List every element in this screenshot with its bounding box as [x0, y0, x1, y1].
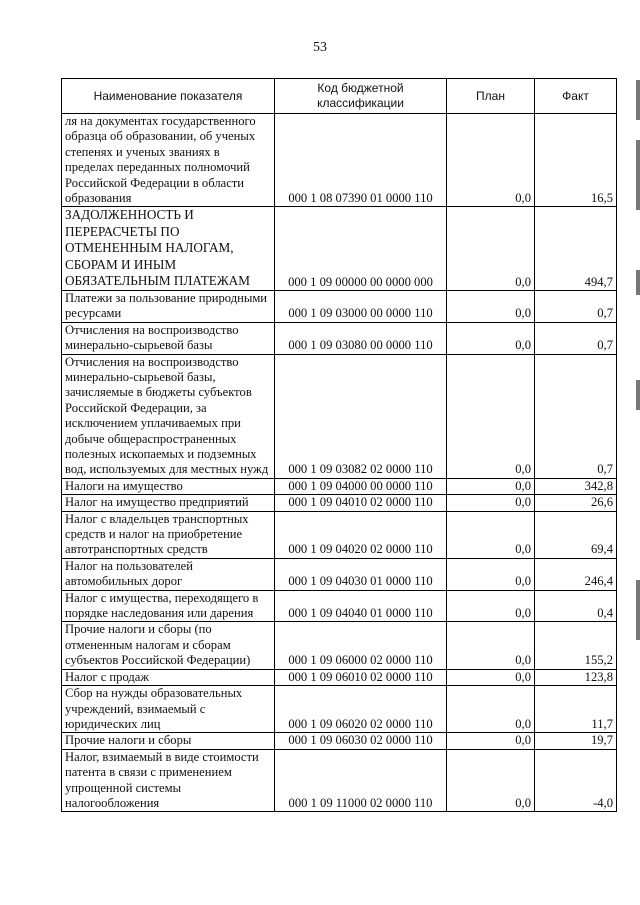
- table-header-row: [62, 79, 617, 114]
- table-row: [62, 354, 617, 478]
- row-code: 000 1 09 00000 00 0000 000: [275, 207, 447, 291]
- row-plan: 0,0: [447, 622, 535, 669]
- row-plan: 0,0: [447, 354, 535, 478]
- row-plan: 0,0: [447, 749, 535, 812]
- header-name: Наименование показателя: [62, 79, 275, 114]
- row-name: Налог на пользователей автомобильных дорог: [62, 558, 275, 590]
- budget-table: [61, 78, 617, 812]
- row-name: Сбор на нужды образовательных учреждений, взимаемый с юридических лиц: [62, 686, 275, 733]
- header-plan: План: [447, 79, 535, 114]
- row-plan: 0,0: [447, 322, 535, 354]
- row-fact: 123,8: [535, 669, 617, 685]
- row-code: 000 1 09 03080 00 0000 110: [275, 322, 447, 354]
- row-code: 000 1 09 06010 02 0000 110: [275, 669, 447, 685]
- row-fact: 11,7: [535, 686, 617, 733]
- row-code: 000 1 09 06020 02 0000 110: [275, 686, 447, 733]
- table-row: [62, 207, 617, 291]
- row-name: Налог с продаж: [62, 669, 275, 685]
- row-fact: 0,7: [535, 354, 617, 478]
- table-row: [62, 622, 617, 669]
- header-code: Код бюджетной классификации: [275, 79, 447, 114]
- row-fact: 155,2: [535, 622, 617, 669]
- row-name: Отчисления на воспроизводство минерально-сырьевой базы, зачисляемые в бюджеты субъектов Российской Федерации, за исключением уплачиваемых при добыче общераспространенных полезных ископаемых и подземных вод, используемых для местных нужд: [62, 354, 275, 478]
- row-plan: 0,0: [447, 207, 535, 291]
- row-name: Прочие налоги и сборы: [62, 733, 275, 749]
- row-plan: 0,0: [447, 590, 535, 622]
- row-code: 000 1 09 06000 02 0000 110: [275, 622, 447, 669]
- row-plan: 0,0: [447, 478, 535, 494]
- row-code: 000 1 09 04000 00 0000 110: [275, 478, 447, 494]
- row-fact: 19,7: [535, 733, 617, 749]
- row-fact: 0,7: [535, 322, 617, 354]
- row-code: 000 1 09 04020 02 0000 110: [275, 511, 447, 558]
- table-row: [62, 686, 617, 733]
- header-fact: Факт: [535, 79, 617, 114]
- row-name: ЗАДОЛЖЕННОСТЬ И ПЕРЕРАСЧЕТЫ ПО ОТМЕНЕННЫМ НАЛОГАМ, СБОРАМ И ИНЫМ ОБЯЗАТЕЛЬНЫМ ПЛАТЕЖАМ: [62, 207, 275, 291]
- row-name: Налог на имущество предприятий: [62, 495, 275, 511]
- row-code: 000 1 09 06030 02 0000 110: [275, 733, 447, 749]
- table-row: [62, 478, 617, 494]
- row-code: 000 1 09 03000 00 0000 110: [275, 290, 447, 322]
- row-name: Налог с владельцев транспортных средств и налог на приобретение автотранспортных средств: [62, 511, 275, 558]
- row-fact: 342,8: [535, 478, 617, 494]
- table-row: [62, 495, 617, 511]
- row-fact: 494,7: [535, 207, 617, 291]
- row-fact: 0,7: [535, 290, 617, 322]
- row-fact: 246,4: [535, 558, 617, 590]
- row-code: 000 1 09 04030 01 0000 110: [275, 558, 447, 590]
- row-plan: 0,0: [447, 495, 535, 511]
- row-name: Налоги на имущество: [62, 478, 275, 494]
- row-code: 000 1 08 07390 01 0000 110: [275, 114, 447, 207]
- table-row: [62, 733, 617, 749]
- page-number: 53: [313, 40, 327, 55]
- row-fact: 26,6: [535, 495, 617, 511]
- row-fact: 16,5: [535, 114, 617, 207]
- table-row: [62, 114, 617, 207]
- row-code: 000 1 09 03082 02 0000 110: [275, 354, 447, 478]
- row-plan: 0,0: [447, 290, 535, 322]
- table-row: [62, 669, 617, 685]
- table-row: [62, 322, 617, 354]
- scan-edge-marks: [634, 80, 640, 640]
- row-plan: 0,0: [447, 733, 535, 749]
- row-fact: -4,0: [535, 749, 617, 812]
- row-fact: 0,4: [535, 590, 617, 622]
- row-plan: 0,0: [447, 686, 535, 733]
- table-row: [62, 749, 617, 812]
- row-code: 000 1 09 04040 01 0000 110: [275, 590, 447, 622]
- table-row: [62, 558, 617, 590]
- table-body: [62, 114, 617, 812]
- row-name: Платежи за пользование природными ресурсами: [62, 290, 275, 322]
- row-plan: 0,0: [447, 558, 535, 590]
- row-name: ля на документах государственного образца об образовании, об ученых степенях и ученых званиях в пределах переданных полномочий Российской Федерации в области образования: [62, 114, 275, 207]
- row-code: 000 1 09 11000 02 0000 110: [275, 749, 447, 812]
- row-name: Налог, взимаемый в виде стоимости патента в связи с применением упрощенной системы налогообложения: [62, 749, 275, 812]
- table-row: [62, 290, 617, 322]
- row-plan: 0,0: [447, 669, 535, 685]
- table-row: [62, 590, 617, 622]
- row-name: Отчисления на воспроизводство минерально-сырьевой базы: [62, 322, 275, 354]
- row-plan: 0,0: [447, 511, 535, 558]
- row-code: 000 1 09 04010 02 0000 110: [275, 495, 447, 511]
- table-row: [62, 511, 617, 558]
- row-name: Налог с имущества, переходящего в порядке наследования или дарения: [62, 590, 275, 622]
- row-fact: 69,4: [535, 511, 617, 558]
- row-plan: 0,0: [447, 114, 535, 207]
- row-name: Прочие налоги и сборы (по отмененным налогам и сборам субъектов Российской Федерации): [62, 622, 275, 669]
